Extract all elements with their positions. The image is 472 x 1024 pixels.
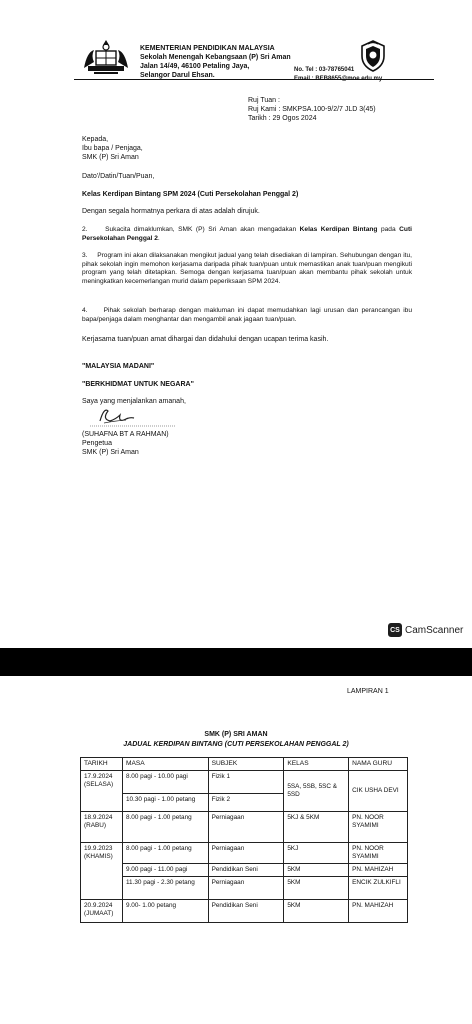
- table-header-row: [81, 758, 408, 771]
- recipient-line2: SMK (P) Sri Aman: [82, 154, 139, 161]
- date-cell: 19.9.2023 (KHAMIS): [81, 843, 123, 900]
- school-crest-icon: [360, 40, 386, 72]
- kepada-label: Kepada,: [82, 136, 109, 143]
- school-address-line2: Selangor Darul Ehsan.: [140, 72, 215, 79]
- class-cell: 5KM: [284, 900, 349, 923]
- malaysia-coat-of-arms-icon: [78, 38, 134, 76]
- header-masa: MASA: [122, 758, 208, 771]
- motto-madani: "MALAYSIA MADANI": [82, 363, 155, 370]
- header-nama-guru: NAMA GURU: [349, 758, 408, 771]
- teacher-cell: PN. MAHIZAH: [349, 900, 408, 923]
- letter-date: Tarikh : 29 Ogos 2024: [248, 115, 317, 122]
- opening-line: Dengan segala hormatnya perkara di atas adalah dirujuk.: [82, 208, 260, 215]
- header-divider: [74, 79, 434, 80]
- teacher-cell: ENCIK ZULKIFLI: [349, 877, 408, 900]
- ruj-tuan: Ruj Tuan :: [248, 97, 280, 104]
- teacher-cell: CIK USHA DEVI: [349, 771, 408, 812]
- sign-off: Saya yang menjalankan amanah,: [82, 398, 186, 405]
- time-cell: 8.00 pagi - 10.00 pagi: [122, 771, 208, 794]
- closing-line: Kerjasama tuan/puan amat dihargai dan didahului dengan ucapan terima kasih.: [82, 336, 329, 343]
- letter-subject: Kelas Kerdipan Bintang SPM 2024 (Cuti Persekolahan Penggal 2): [82, 191, 299, 198]
- camscanner-label: CamScanner: [405, 624, 464, 636]
- time-cell: 11.30 pagi - 2.30 petang: [122, 877, 208, 900]
- date-cell: 17.9.2024 (SELASA): [81, 771, 123, 812]
- time-cell: 8.00 pagi - 1.00 petang: [122, 843, 208, 864]
- appendix-title-schedule: JADUAL KERDIPAN BINTANG (CUTI PERSEKOLAHAN PENGGAL 2): [123, 741, 349, 748]
- camscanner-logo-icon: CS: [388, 623, 402, 637]
- time-cell: 9.00- 1.00 petang: [122, 900, 208, 923]
- subject-cell: Perniagaan: [208, 812, 284, 843]
- header-kelas: KELAS: [284, 758, 349, 771]
- table-row: [81, 864, 408, 877]
- teacher-cell: PN. NOOR SYAMIMI: [349, 812, 408, 843]
- signer-name: (SUHAFNA BT A RAHMAN): [82, 431, 169, 438]
- header-tarikh: TARIKH: [81, 758, 123, 771]
- table-row: [81, 843, 408, 864]
- subject-cell: Fizik 1: [208, 771, 284, 794]
- class-cell: 5KM: [284, 877, 349, 900]
- ministry-name: KEMENTERIAN PENDIDIKAN MALAYSIA: [140, 45, 275, 52]
- appendix-title-school: SMK (P) SRI AMAN: [204, 731, 268, 738]
- paragraph-2: 2. Sukacita dimaklumkan, SMK (P) Sri Aman akan mengadakan Kelas Kerdipan Bintang pada Cuti Persekolahan Penggal 2.: [82, 226, 412, 242]
- subject-cell: Perniagaan: [208, 877, 284, 900]
- date-cell: 18.9.2024 (RABU): [81, 812, 123, 843]
- table-row: [81, 812, 408, 843]
- paragraph-3: 3. Program ini akan dilaksanakan mengikut jadual yang telah disediakan di lampiran. Sehubungan dengan itu, pihak sekolah ingin memohon kerjasama daripada pihak tuan/puan untuk memastikan anak tuan/puan mengikuti program yang telah ditetapkan. Semoga dengan kerjasama tuan/puan akan membantu pihak sekolah untuk meningkatkan kecemerlangan murid dalam peperiksaan SPM 2024.: [82, 252, 412, 285]
- time-cell: 9.00 pagi - 11.00 pagi: [122, 864, 208, 877]
- header-subjek: SUBJEK: [208, 758, 284, 771]
- teacher-cell: PN. MAHIZAH: [349, 864, 408, 877]
- paragraph-4: 4. Pihak sekolah berharap dengan makluman ini dapat memudahkan lagi urusan dan perancangan ibu bapa/penjaga dalam menghantar dan mengambil anak jagaan tuan/puan.: [82, 307, 412, 323]
- recipient-line1: Ibu bapa / Penjaga,: [82, 145, 143, 152]
- teacher-cell: PN. NOOR SYAMIMI: [349, 843, 408, 864]
- appendix-label: LAMPIRAN 1: [347, 688, 389, 695]
- appendix-page: [0, 676, 472, 1024]
- time-cell: 8.00 pagi - 1.00 petang: [122, 812, 208, 843]
- school-address-line1: Jalan 14/49, 46100 Petaling Jaya,: [140, 63, 250, 70]
- school-name: Sekolah Menengah Kebangsaan (P) Sri Aman: [140, 54, 291, 61]
- subject-cell: Perniagaan: [208, 843, 284, 864]
- signer-organisation: SMK (P) Sri Aman: [82, 449, 139, 456]
- table-row: [81, 771, 408, 794]
- class-cell: 5SA, 5SB, 5SC & 5SD: [284, 771, 349, 812]
- class-cell: 5KM: [284, 864, 349, 877]
- subject-cell: Pendidikan Seni: [208, 900, 284, 923]
- subject-cell: Fizik 2: [208, 794, 284, 812]
- ruj-kami: Ruj Kami : SMKPSA.100-9/2/7 JLD 3(45): [248, 106, 376, 113]
- camscanner-watermark: [388, 623, 463, 637]
- motto-berkhidmat: "BERKHIDMAT UNTUK NEGARA": [82, 381, 194, 388]
- class-cell: 5KJ: [284, 843, 349, 864]
- subject-cell: Pendidikan Seni: [208, 864, 284, 877]
- phone-number: No. Tel : 03-78765041: [294, 67, 355, 73]
- time-cell: 10.30 pagi - 1.00 petang: [122, 794, 208, 812]
- signature-image: [90, 405, 180, 427]
- date-cell: 20.9.2024 (JUMAAT): [81, 900, 123, 923]
- signer-title: Pengetua: [82, 440, 112, 447]
- salutation: Dato'/Datin/Tuan/Puan,: [82, 173, 155, 180]
- class-cell: 5KJ & 5KM: [284, 812, 349, 843]
- table-row: [81, 900, 408, 923]
- table-row: [81, 877, 408, 900]
- schedule-table: [80, 757, 408, 923]
- email-address: Email : BEB8655@moe.edu.my: [294, 76, 383, 82]
